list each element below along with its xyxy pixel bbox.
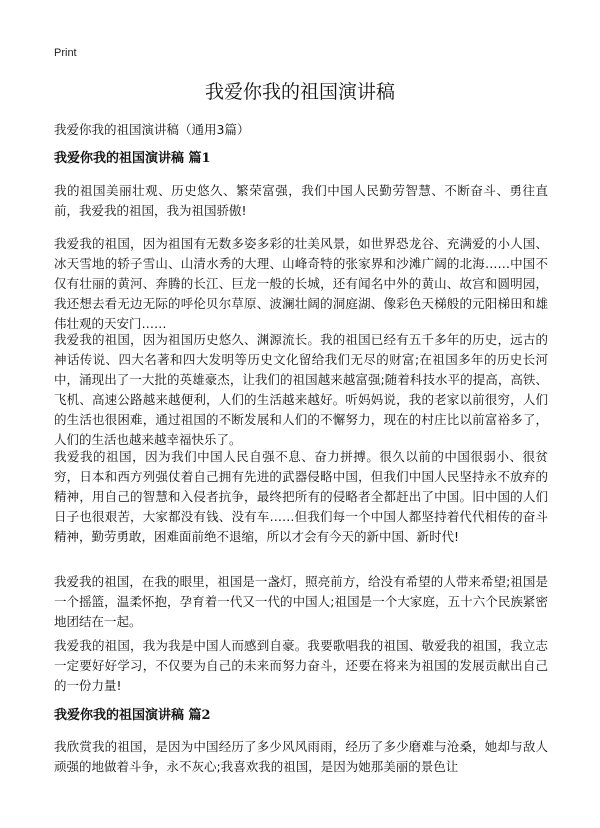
document-subtitle: 我爱你我的祖国演讲稿（通用3篇）: [54, 122, 250, 137]
section-heading-1: 我爱你我的祖国演讲稿 篇1: [54, 151, 211, 166]
paragraph-1-3: 我爱我的祖国，因为祖国历史悠久、渊源流长。我的祖国已经有五千多年的历史，远古的神话传说、四大名著和四大发明等历史文化留给我们无尽的财富;在祖国多年的历史长河中，涌现出了一大批的英雄豪杰，让我们的祖国越来越富强;随着科技水平的提高，高铁、飞机、高速公路越来越便利，人们的生活越来越好。听妈妈说，我的老家以前很穷，人们的生活也很困难，通过祖国的不断发展和人们的不懈努力，现在的村庄比以前富裕多了，人们的生活也越来越幸福快乐了。: [54, 332, 548, 447]
page-title: 我爱你我的祖国演讲稿: [204, 81, 395, 103]
section-heading-2: 我爱你我的祖国演讲稿 篇2: [54, 708, 211, 723]
print-link[interactable]: Print: [54, 47, 77, 59]
paragraph-1-6: 我爱我的祖国，我为我是中国人而感到自豪。我要歌唱我的祖国、敬爱我的祖国，我立志一定要好好学习，不仅要为自己的未来而努力奋斗，还要在将来为祖国的发展贡献出自己的一份力量!: [54, 638, 548, 693]
paragraph-2-1: 我欣赏我的祖国，是因为中国经历了多少风风雨雨，经历了多少磨难与沧桑，她却与敌人顽强的地做着斗争，永不灰心;我喜欢我的祖国，是因为她那美丽的景色让: [54, 739, 548, 774]
paragraph-1-1: 我的祖国美丽壮观、历史悠久、繁荣富强，我们中国人民勤劳智慧、不断奋斗、勇往直前，我爱我的祖国，我为祖国骄傲!: [54, 183, 548, 218]
paragraph-1-5: 我爱我的祖国，在我的眼里，祖国是一盏灯，照亮前方，给没有希望的人带来希望;祖国是一个摇篮，温柔怀抱，孕育着一代又一代的中国人;祖国是一个大家庭，五十六个民族紧密地团结在一起。: [54, 574, 548, 629]
paragraph-1-4: 我爱我的祖国，因为我们中国人民自强不息、奋力拼搏。很久以前的中国很弱小、很贫穷，日本和西方列强仗着自己拥有先进的武器侵略中国，但我们中国人民坚持永不放弃的精神，用自己的智慧和入侵者抗争，最终把所有的侵略者全都赶出了中国。旧中国的人们日子也很艰苦，大家都没有钱、没有车……但我们每一个中国人都坚持着代代相传的奋斗精神，勤劳勇敢，困难面前绝不退缩，所以才会有今天的新中国、新时代!: [54, 449, 548, 544]
paragraph-1-2: 我爱我的祖国，因为祖国有无数多姿多彩的壮美风景，如世界恐龙谷、充满爱的小人国、冰天雪地的轿子雪山、山清水秀的大理、山峰奇特的张家界和沙滩广阔的北海……中国不仅有壮丽的黄河、奔腾的长江、巨龙一般的长城，还有闻名中外的黄山、故宫和圆明园，我还想去看无边无际的呼伦贝尔草原、波澜壮阔的洞庭湖、像彩色天梯般的元阳梯田和雄伟壮观的天安门……: [54, 236, 548, 331]
